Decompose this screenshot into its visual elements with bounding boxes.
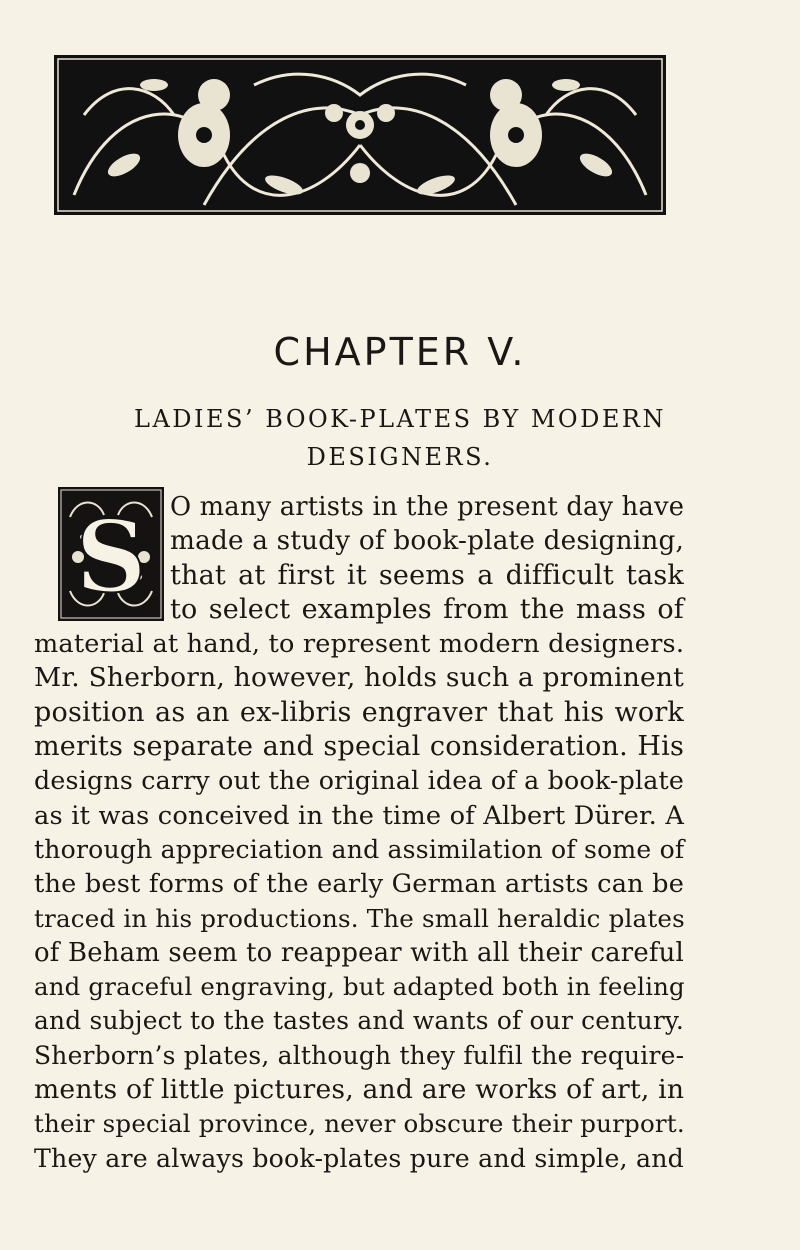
text-line: and graceful engraving, but adapted both in feeling: [34, 972, 685, 1002]
svg-text:S: S: [75, 500, 147, 615]
text-line: to select examples from the mass of: [170, 593, 684, 625]
text-line: O many artists in the present day have: [170, 492, 685, 522]
text-line: the best forms of the early German artists can be: [34, 869, 685, 900]
text-line: ments of little pictures, and are works of art, in: [34, 1074, 685, 1106]
text-line: material at hand, to represent modern designers.: [34, 629, 685, 660]
text-line: Sherborn’s plates, although they fulfil the require-: [34, 1040, 685, 1070]
text-line: designs carry out the original idea of a book-plate: [34, 766, 685, 796]
text-line: made a study of book-plate designing,: [170, 526, 685, 557]
text-line: merits separate and special consideration. His: [34, 731, 684, 763]
text-line: that at first it seems a difficult task: [170, 559, 684, 591]
text-line: They are always book-plates pure and simple, and: [34, 1143, 684, 1173]
text-line: their special province, never obscure their purport.: [34, 1109, 685, 1139]
floral-headpiece-icon: [54, 55, 666, 215]
text-line: of Beham seem to reappear with all their careful: [34, 937, 684, 968]
chapter-heading: CHAPTER V.: [273, 330, 527, 374]
text-line: traced in his productions. The small heraldic plates: [34, 903, 685, 933]
text-line: Mr. Sherborn, however, holds such a prominent: [34, 662, 684, 694]
text-line: as it was conceived in the time of Albert Dürer. A: [34, 800, 685, 831]
subtitle-line: DESIGNERS.: [306, 443, 494, 471]
text-line: and subject to the tastes and wants of our century.: [34, 1006, 684, 1036]
chapter-subtitle: [0, 400, 800, 476]
body-text: [34, 490, 684, 1176]
text-line: position as an ex-libris engraver that his work: [34, 696, 684, 728]
subtitle-line: LADIES’ BOOK-PLATES BY MODERN: [134, 405, 666, 433]
text-line: thorough appreciation and assimilation of some of: [34, 834, 685, 864]
